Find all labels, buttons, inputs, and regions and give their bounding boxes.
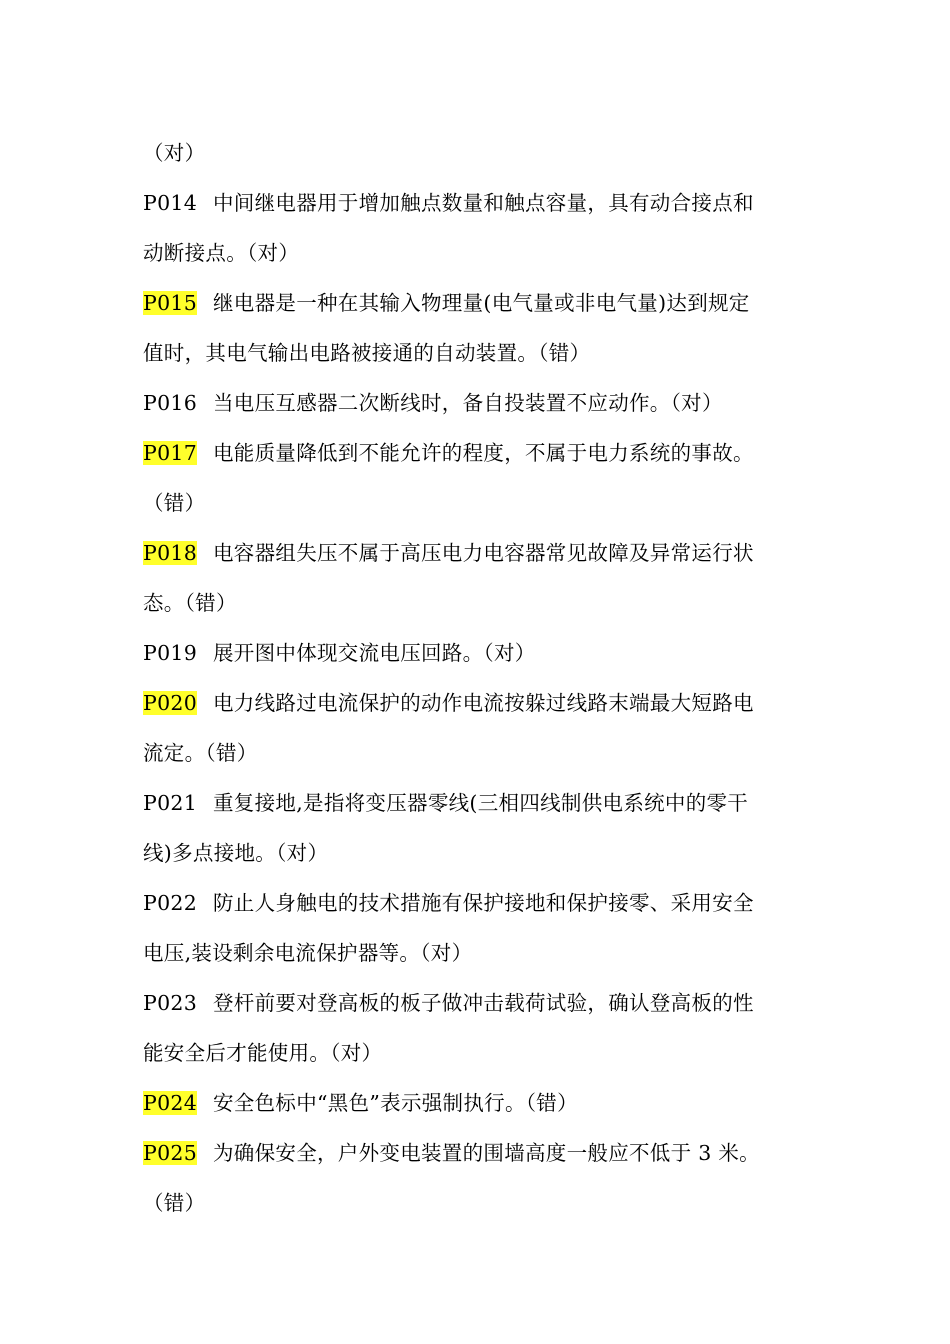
question-line <box>143 978 811 1028</box>
question-id <box>143 678 213 728</box>
question-text: 安全色标中“黑色”表示强制执行。（错） <box>213 1091 578 1115</box>
question-text: 电能质量降低到不能允许的程度，不属于电力系统的事故。 <box>213 441 754 465</box>
question-line <box>143 878 811 928</box>
question-line <box>143 1078 811 1128</box>
question-id-text: P025 <box>143 1141 198 1165</box>
question-id <box>143 778 213 828</box>
question-id <box>143 1128 213 1178</box>
question-line <box>143 628 811 678</box>
question-id <box>143 878 213 928</box>
question-id-text: P023 <box>143 991 198 1015</box>
question-continuation: 电压,装设剩余电流保护器等。（对） <box>143 941 473 965</box>
question-line <box>143 278 811 328</box>
question-continuation: 能安全后才能使用。（对） <box>143 1041 383 1065</box>
question-id-text: P024 <box>143 1091 198 1115</box>
question-id <box>143 178 213 228</box>
question-id-text: P016 <box>143 391 198 415</box>
question-line <box>143 428 811 478</box>
question-line <box>143 528 811 578</box>
question-id-text: P018 <box>143 541 198 565</box>
question-text: 为确保安全，户外变电装置的围墙高度一般应不低于 3 米。 <box>213 1141 760 1165</box>
question-item <box>143 978 811 1078</box>
question-id <box>143 378 213 428</box>
question-id <box>143 278 213 328</box>
question-text: 防止人身触电的技术措施有保护接地和保护接零、采用安全 <box>213 891 754 915</box>
question-item <box>143 878 811 978</box>
question-list <box>143 128 811 1228</box>
question-id-text: P019 <box>143 641 198 665</box>
question-id-text: P017 <box>143 441 198 465</box>
question-id-text: P021 <box>143 791 198 815</box>
question-continuation: 动断接点。（对） <box>143 241 300 265</box>
question-continuation: 流定。（错） <box>143 741 258 765</box>
question-item <box>143 628 811 678</box>
question-item <box>143 1078 811 1128</box>
question-item <box>143 178 811 278</box>
question-continuation: 值时，其电气输出电路被接通的自动装置。（错） <box>143 341 591 365</box>
question-continuation: 态。（错） <box>143 591 237 615</box>
question-text: 电力线路过电流保护的动作电流按躲过线路末端最大短路电 <box>213 691 754 715</box>
question-id-text: P022 <box>143 891 198 915</box>
question-continuation: （错） <box>143 1191 206 1215</box>
question-item <box>143 678 811 778</box>
question-item <box>143 378 811 428</box>
question-id <box>143 428 213 478</box>
question-continuation: （错） <box>143 491 206 515</box>
lead-answer-text: （对） <box>143 141 206 165</box>
question-text: 重复接地,是指将变压器零线(三相四线制供电系统中的零干 <box>213 791 749 815</box>
question-id <box>143 978 213 1028</box>
question-item <box>143 778 811 878</box>
question-id-text: P020 <box>143 691 198 715</box>
question-text: 登杆前要对登高板的板子做冲击载荷试验，确认登高板的性 <box>213 991 754 1015</box>
question-text: 当电压互感器二次断线时，备自投装置不应动作。（对） <box>213 391 723 415</box>
question-line <box>143 378 811 428</box>
question-line <box>143 178 811 228</box>
question-item <box>143 1128 811 1228</box>
question-line <box>143 678 811 728</box>
question-id <box>143 1078 213 1128</box>
question-line <box>143 1128 811 1178</box>
question-id <box>143 628 213 678</box>
question-text: 电容器组失压不属于高压电力电容器常见故障及异常运行状 <box>213 541 754 565</box>
question-item <box>143 428 811 528</box>
question-id-text: P015 <box>143 291 198 315</box>
question-text: 继电器是一种在其输入物理量(电气量或非电气量)达到规定 <box>213 291 750 315</box>
question-id <box>143 528 213 578</box>
question-line <box>143 778 811 828</box>
question-continuation: 线)多点接地。（对） <box>143 841 329 865</box>
question-item <box>143 278 811 378</box>
question-text: 展开图中体现交流电压回路。（对） <box>213 641 536 665</box>
question-item <box>143 528 811 628</box>
question-text: 中间继电器用于增加触点数量和触点容量，具有动合接点和 <box>213 191 754 215</box>
question-id-text: P014 <box>143 191 198 215</box>
lead-answer-line <box>143 128 811 178</box>
